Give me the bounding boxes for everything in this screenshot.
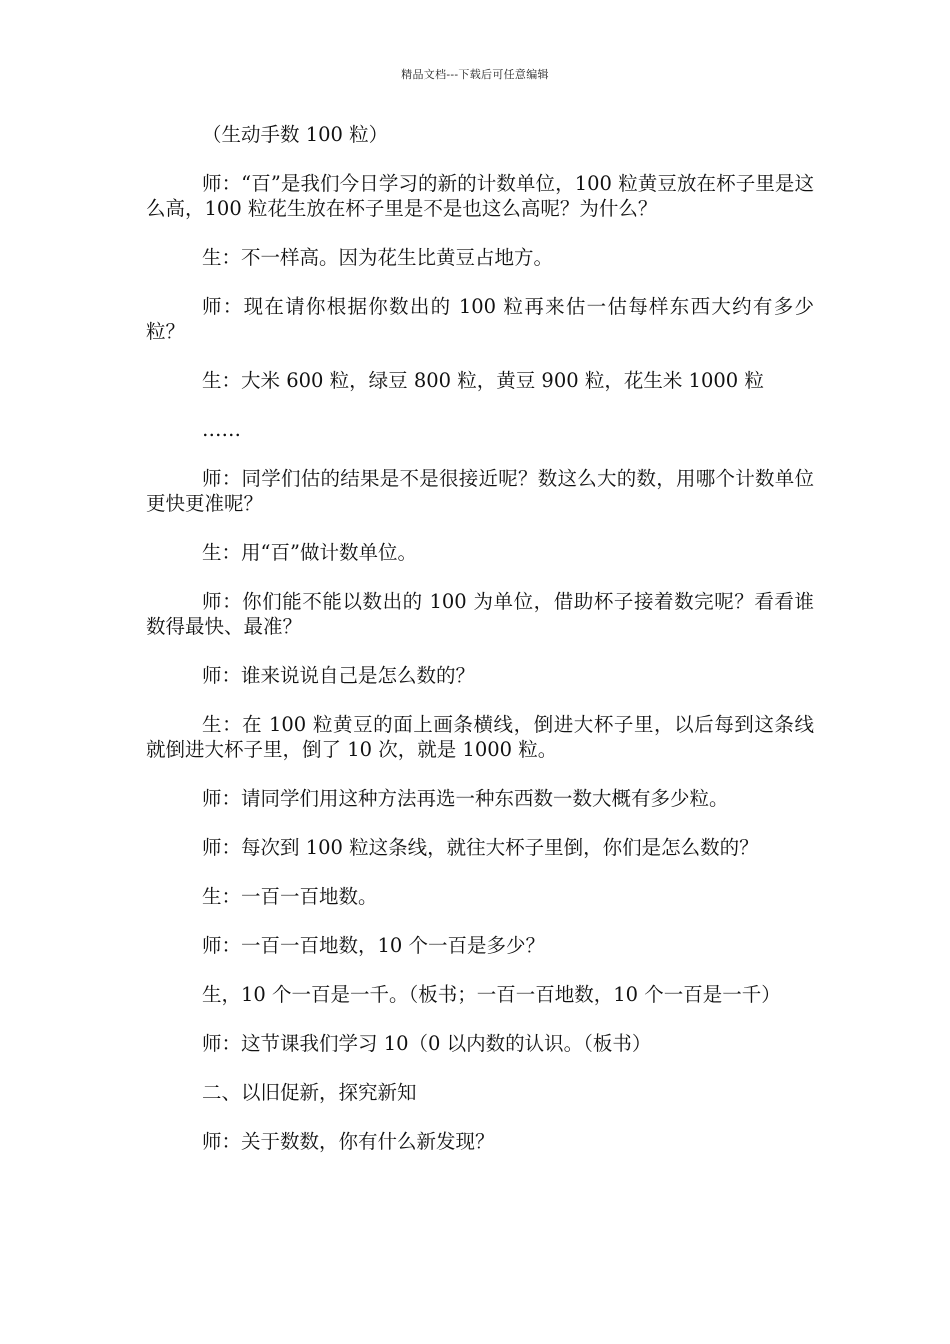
document-body [146,122,814,1178]
paragraph: 师：一百一百地数，10 个一百是多少？ [202,934,546,957]
paragraph: 师：你们能不能以数出的 100 为单位，借助杯子接着数完呢？看看谁数得最快、最准？ [146,590,814,638]
paragraph: 师：同学们估的结果是不是很接近呢？数这么大的数，用哪个计数单位更快更准呢？ [146,467,814,515]
paragraph: …… [202,418,241,441]
paragraph: 师：每次到 100 粒这条线，就往大杯子里倒，你们是怎么数的？ [202,836,759,859]
paragraph: 生：一百一百地数。 [202,885,378,908]
paragraph: （生动手数 100 粒） [202,123,389,146]
paragraph: 生：不一样高。因为花生比黄豆占地方。 [202,246,554,269]
paragraph: 师：请同学们用这种方法再选一种东西数一数大概有多少粒。 [202,787,729,810]
page-header: 精品文档---下载后可任意编辑 [401,68,549,81]
paragraph: 师：关于数数，你有什么新发现？ [202,1130,495,1153]
paragraph: 师：现在请你根据你数出的 100 粒再来估一估每样东西大约有多少粒？ [146,295,814,343]
paragraph: 生，10 个一百是一千。（板书；一百一百地数，10 个一百是一千） [202,983,781,1006]
paragraph: 师：“百”是我们今日学习的新的计数单位，100 粒黄豆放在杯子里是这么高，100 粒花生放在杯子里是不是也这么高呢？为什么？ [146,172,814,220]
paragraph: 生：在 100 粒黄豆的面上画条横线，倒进大杯子里，以后每到这条线就倒进大杯子里，倒了 10 次，就是 1000 粒。 [146,713,814,761]
paragraph: 生：大米 600 粒，绿豆 800 粒，黄豆 900 粒，花生米 1000 粒 [202,369,764,392]
section-heading: 二、以旧促新，探究新知 [202,1081,417,1104]
paragraph: 师：谁来说说自己是怎么数的？ [202,664,476,687]
paragraph: 师：这节课我们学习 10（0 以内数的认识。（板书） [202,1032,652,1055]
paragraph: 生：用“百”做计数单位。 [202,541,417,564]
